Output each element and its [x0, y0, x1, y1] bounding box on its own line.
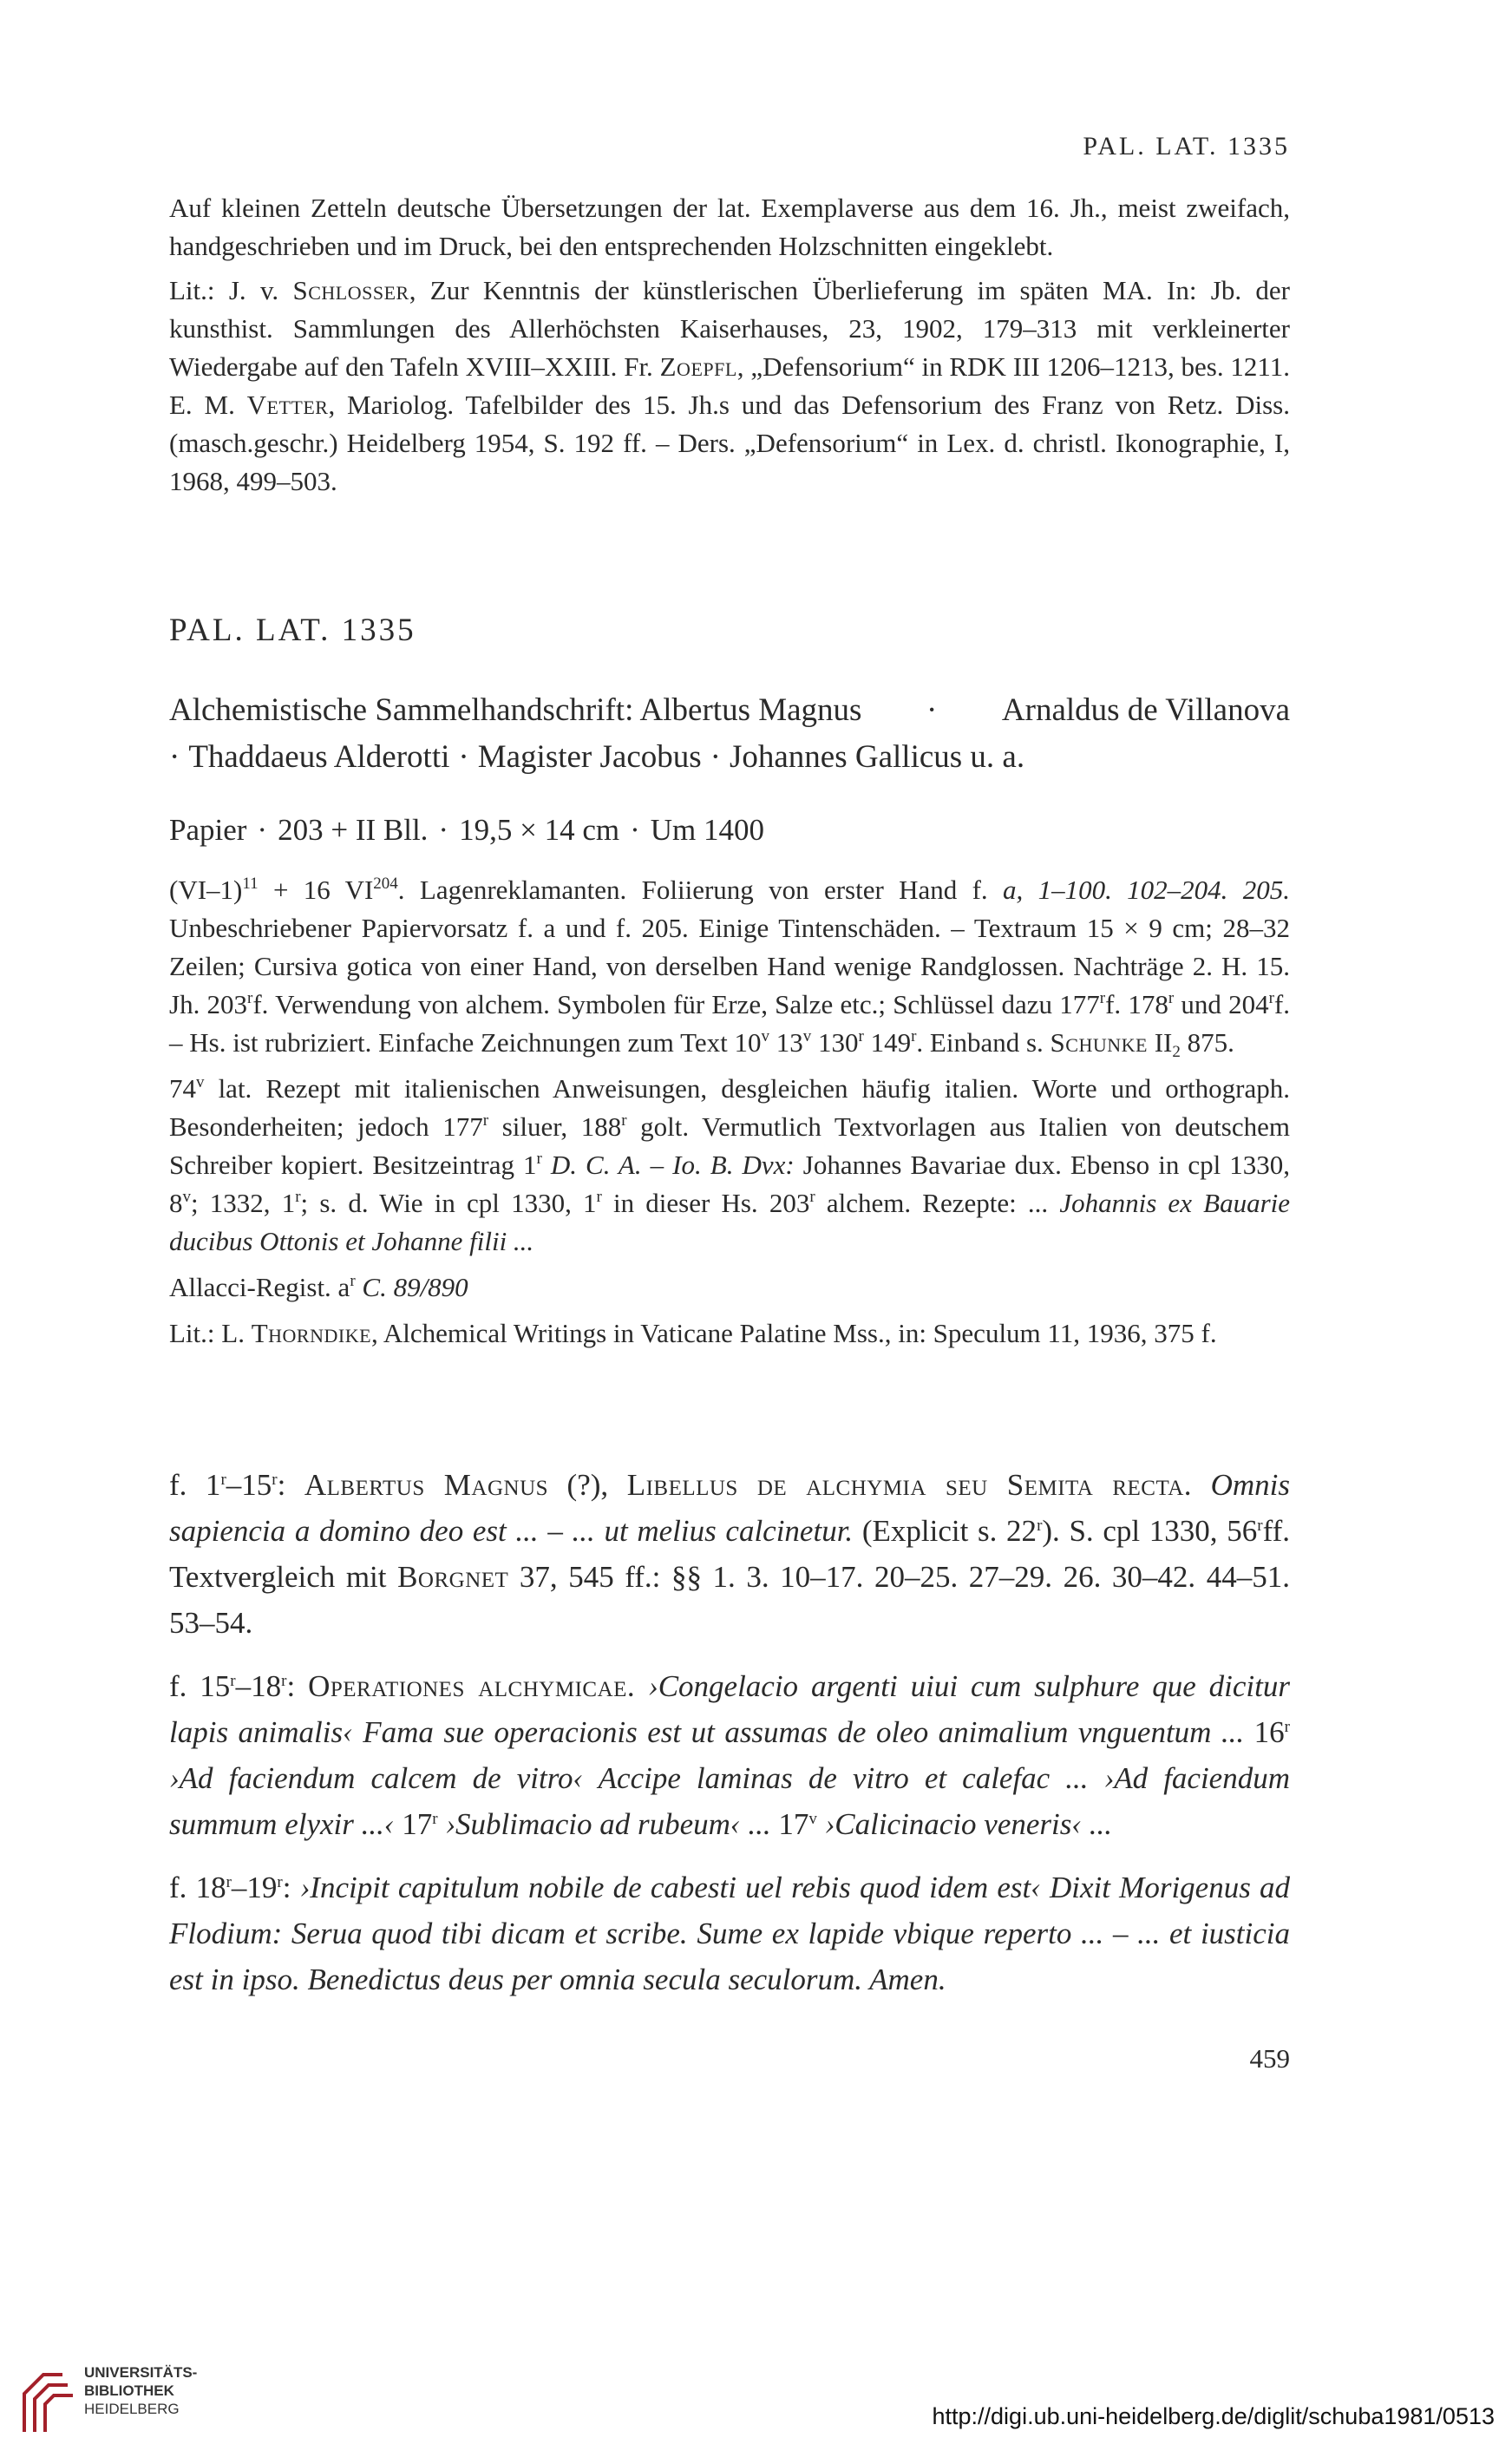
text-fragment: 204: [373, 875, 398, 893]
text-fragment: v: [182, 1188, 191, 1206]
text-fragment: –15: [226, 1468, 272, 1502]
intro-section: [169, 189, 1290, 501]
lit-author: Vetter: [246, 390, 329, 420]
text-fragment: ; 1332, 1: [191, 1188, 296, 1218]
text-fragment: r: [596, 1188, 602, 1206]
text-fragment: ›Ad faciendum calcem de vitro‹ Accipe laminas de vitro et calefac ... ›Ad faciendum summum elyxir ...‹: [169, 1761, 1290, 1841]
text-fragment: 74: [169, 1073, 196, 1104]
text-fragment: r: [1168, 989, 1175, 1007]
lit-text: , Mariolog. Tafelbilder des 15. Jh.s und das Defensorium des Franz von Retz. Diss. (masch.geschr.) Heidelberg 1954, S. 192 ff. – Ders. „Defensorium“ in Lex. d. christl. Ikonographie, I, 1968, 499–503.: [169, 390, 1290, 496]
lit-text: , „Defensorium“ in RDK III 1206–1213, bes. 1211. E. M.: [169, 351, 1291, 420]
text-fragment: f. 178: [1105, 989, 1168, 1019]
separator: ·: [438, 813, 449, 847]
text-fragment: Lit.: L.: [169, 1318, 252, 1348]
text-fragment: ff. Textvergleich mit: [169, 1514, 1290, 1594]
text-fragment: Schunke: [1050, 1027, 1148, 1058]
text-fragment: a, 1–100. 102–204. 205.: [1003, 875, 1290, 905]
text-fragment: r: [482, 1111, 489, 1130]
text-fragment: Omnis sapiencia a domino deo est ... – ... ut melius calcinetur.: [169, 1468, 1290, 1548]
text-fragment: r: [350, 1272, 356, 1290]
text-fragment: Libellus de alchymia seu Semita recta.: [626, 1468, 1193, 1502]
lit-prefix: Lit.: J. v.: [169, 275, 293, 305]
text-fragment: v: [761, 1027, 769, 1045]
title-part: Johannes Gallicus u. a.: [729, 739, 1025, 775]
text-fragment: r: [277, 1873, 283, 1891]
text-fragment: ). S. cpl 1330, 56: [1042, 1514, 1258, 1548]
text-fragment: ›Incipit capitulum nobile de cabesti uel rebis quod idem est‹ Dixit Morigenus ad Flodium: Serua quod tibi dicam et scribe. Sume ex lapide vbique reperto ... – ... et iusticia est in ipso. Benedictus deus per omnia secula seculorum. Amen.: [169, 1871, 1291, 1996]
text-fragment: II: [1147, 1027, 1173, 1058]
library-logo-text: [84, 2363, 197, 2418]
shelfmark-heading: PAL. LAT. 1335: [169, 613, 416, 648]
text-fragment: 149: [863, 1027, 912, 1058]
text-fragment: ›Congelacio argenti uiui cum sulphure que dicitur lapis animalis‹ Fama sue operacionis est ut assumas de oleo animalium vnguentum ...: [169, 1669, 1290, 1749]
text-fragment: –18: [235, 1669, 282, 1703]
text-fragment: D. C. A. – Io. B. Dvx:: [541, 1150, 795, 1180]
text-fragment: 2: [1172, 1043, 1181, 1061]
text-fragment: f. – Hs. ist rubriziert. Einfache Zeichnungen zum Text 10: [169, 989, 1290, 1058]
text-fragment: r: [1099, 989, 1106, 1007]
text-fragment: r: [1284, 1718, 1290, 1736]
title-separator: ·: [710, 739, 721, 775]
lit-text: , Zur Kenntnis der künstlerischen Überlieferung im späten MA. In: Jb. der kunsthist. Sammlungen des Allerhöchsten Kaiserhauses, 23, 1902, 179–313 mit verkleinerter Wiedergabe auf den Tafeln XVIII–XXIII. Fr.: [169, 275, 1290, 382]
text-fragment: in dieser Hs. 203: [601, 1188, 810, 1218]
literature-paragraph-2: [169, 1314, 1290, 1353]
text-fragment: 130: [811, 1027, 859, 1058]
text-fragment: r: [295, 1188, 301, 1206]
title-line-2: [169, 734, 1290, 781]
title-separator: ·: [926, 692, 938, 728]
text-fragment: (?),: [548, 1468, 627, 1502]
text-fragment: f. 18: [169, 1871, 226, 1904]
text-fragment: r: [858, 1027, 864, 1045]
running-head: PAL. LAT. 1335: [1083, 132, 1290, 161]
text-fragment: 11: [242, 875, 259, 893]
text-fragment: Johannes Bavariae dux. Ebenso in cpl 1330, 8: [169, 1150, 1291, 1218]
text-fragment: 16: [1244, 1715, 1285, 1749]
page-number: 459: [1249, 2043, 1290, 2074]
text-fragment: ; s. d. Wie in cpl 1330, 1: [300, 1188, 597, 1218]
text-fragment: :: [286, 1669, 309, 1703]
manuscript-title: [169, 687, 1290, 781]
text-fragment: r: [1257, 1517, 1263, 1535]
text-fragment: –19: [231, 1871, 278, 1904]
contents-section: [169, 1462, 1290, 2002]
text-fragment: + 16 VI: [258, 875, 374, 905]
text-fragment: r: [272, 1471, 278, 1489]
intro-text: Auf kleinen Zetteln deutsche Übersetzungen der lat. Exemplaverse aus dem 16. Jh., meist zweifach, handgeschrieben und im Druck, bei den entsprechenden Holzschnitten eingeklebt.: [169, 193, 1290, 261]
note-paragraph: [169, 1070, 1290, 1261]
title-part: Magister Jacobus: [477, 739, 702, 775]
text-fragment: Johannis ex Bauarie ducibus Ottonis et Johanne filii ...: [169, 1188, 1290, 1256]
text-fragment: siluer, 188: [488, 1111, 622, 1142]
separator: ·: [630, 813, 640, 847]
physical-description: [169, 813, 1290, 848]
text-fragment: golt. Vermutlich Textvorlagen aus Italien von deutschem Schreiber kopiert. Besitzeintrag 1: [169, 1111, 1290, 1180]
title-part: Thaddaeus Alderotti: [188, 739, 450, 775]
text-fragment: r: [247, 989, 253, 1007]
title-part: Arnaldus de Villanova: [1001, 692, 1290, 728]
text-fragment: f. 1: [169, 1468, 221, 1502]
text-fragment: r: [220, 1471, 226, 1489]
text-fragment: 875.: [1180, 1027, 1234, 1058]
text-fragment: r: [1037, 1517, 1043, 1535]
text-fragment: v: [196, 1073, 205, 1091]
logo-line: BIBLIOTHEK: [84, 2382, 174, 2399]
leaf-count: 203 + II Bll.: [278, 813, 429, 847]
text-fragment: Thorndike: [251, 1318, 372, 1348]
lit-author: Zoepfl: [659, 351, 737, 382]
text-fragment: Borgnet: [397, 1560, 509, 1594]
text-fragment: alchem. Rezepte: ...: [815, 1188, 1060, 1218]
description-paragraph: [169, 871, 1290, 1062]
logo-line: UNIVERSITÄTS-: [84, 2364, 198, 2381]
text-fragment: r: [1268, 989, 1274, 1007]
text-fragment: :: [277, 1468, 304, 1502]
lit-author: Schlosser: [292, 275, 409, 305]
content-entry-1: [169, 1462, 1290, 1646]
text-fragment: (VI–1): [169, 875, 243, 905]
intro-paragraph: [169, 189, 1290, 265]
text-fragment: r: [230, 1672, 236, 1690]
text-fragment: 17: [394, 1807, 433, 1841]
title-separator: ·: [169, 739, 180, 775]
text-fragment: ›Sublimacio ad rubeum‹ ...: [437, 1807, 771, 1841]
text-fragment: :: [282, 1871, 300, 1904]
material: Papier: [169, 813, 247, 847]
codicological-section: [169, 871, 1290, 1353]
text-fragment: r: [911, 1027, 917, 1045]
text-fragment: ›Calicinacio veneris‹ ...: [816, 1807, 1113, 1841]
text-fragment: 13: [769, 1027, 803, 1058]
content-entry-2: [169, 1663, 1290, 1847]
title-part: Alchemistische Sammelhandschrift: Albertus Magnus: [169, 692, 862, 728]
date: Um 1400: [650, 813, 764, 847]
text-fragment: r: [621, 1111, 627, 1130]
title-separator: ·: [458, 739, 469, 775]
text-fragment: r: [536, 1150, 542, 1168]
text-fragment: lat. Rezept mit italienischen Anweisungen, desgleichen häufig italien. Worte und orthograph. Besonderheiten; jedoch 177: [169, 1073, 1290, 1142]
text-fragment: 37, 545 ff.: §§ 1. 3. 10–17. 20–25. 27–29. 26. 30–42. 44–51. 53–54.: [169, 1560, 1290, 1640]
text-fragment: Operationes alchymicae.: [308, 1669, 636, 1703]
text-fragment: v: [802, 1027, 812, 1045]
text-fragment: Allacci-Regist. a: [169, 1272, 350, 1302]
text-fragment: , Alchemical Writings in Vaticane Palatine Mss., in: Speculum 11, 1936, 375 f.: [371, 1318, 1217, 1348]
text-fragment: . Einband s.: [916, 1027, 1051, 1058]
text-fragment: r: [226, 1873, 232, 1891]
source-url-link[interactable]: http://digi.ub.uni-heidelberg.de/diglit/schuba1981/0513: [932, 2403, 1495, 2429]
text-fragment: C. 89/890: [355, 1272, 468, 1302]
literature-paragraph: [169, 272, 1290, 501]
separator: ·: [257, 813, 268, 847]
dimensions: 19,5 × 14 cm: [459, 813, 620, 847]
text-fragment: 17: [770, 1807, 809, 1841]
text-fragment: und 204: [1174, 989, 1269, 1019]
text-fragment: Unbeschriebener Papiervorsatz f. a und f. 205. Einige Tintenschäden. – Textraum 15 × 9 cm; 28–32 Zeilen; Cursiva gotica von einer Hand, von derselben Hand wenige Randglossen. Nachträge 2. H. 15. Jh. 203: [169, 913, 1290, 1019]
text-fragment: r: [432, 1810, 438, 1828]
text-fragment: (Explicit s. 22: [853, 1514, 1037, 1548]
text-fragment: . Lagenreklamanten. Foliierung von erster Hand f.: [397, 875, 1003, 905]
text-fragment: r: [809, 1188, 815, 1206]
title-line-1: [169, 687, 1290, 734]
content-entry-3: [169, 1864, 1290, 2002]
text-fragment: r: [281, 1672, 287, 1690]
text-fragment: Albertus Magnus: [304, 1468, 549, 1502]
logo-line: HEIDELBERG: [84, 2401, 180, 2417]
allacci-register: [169, 1268, 1290, 1307]
text-fragment: f. Verwendung von alchem. Symbolen für Erze, Salze etc.; Schlüssel dazu 177: [252, 989, 1100, 1019]
text-fragment: v: [808, 1810, 817, 1828]
text-fragment: f. 15: [169, 1669, 231, 1703]
